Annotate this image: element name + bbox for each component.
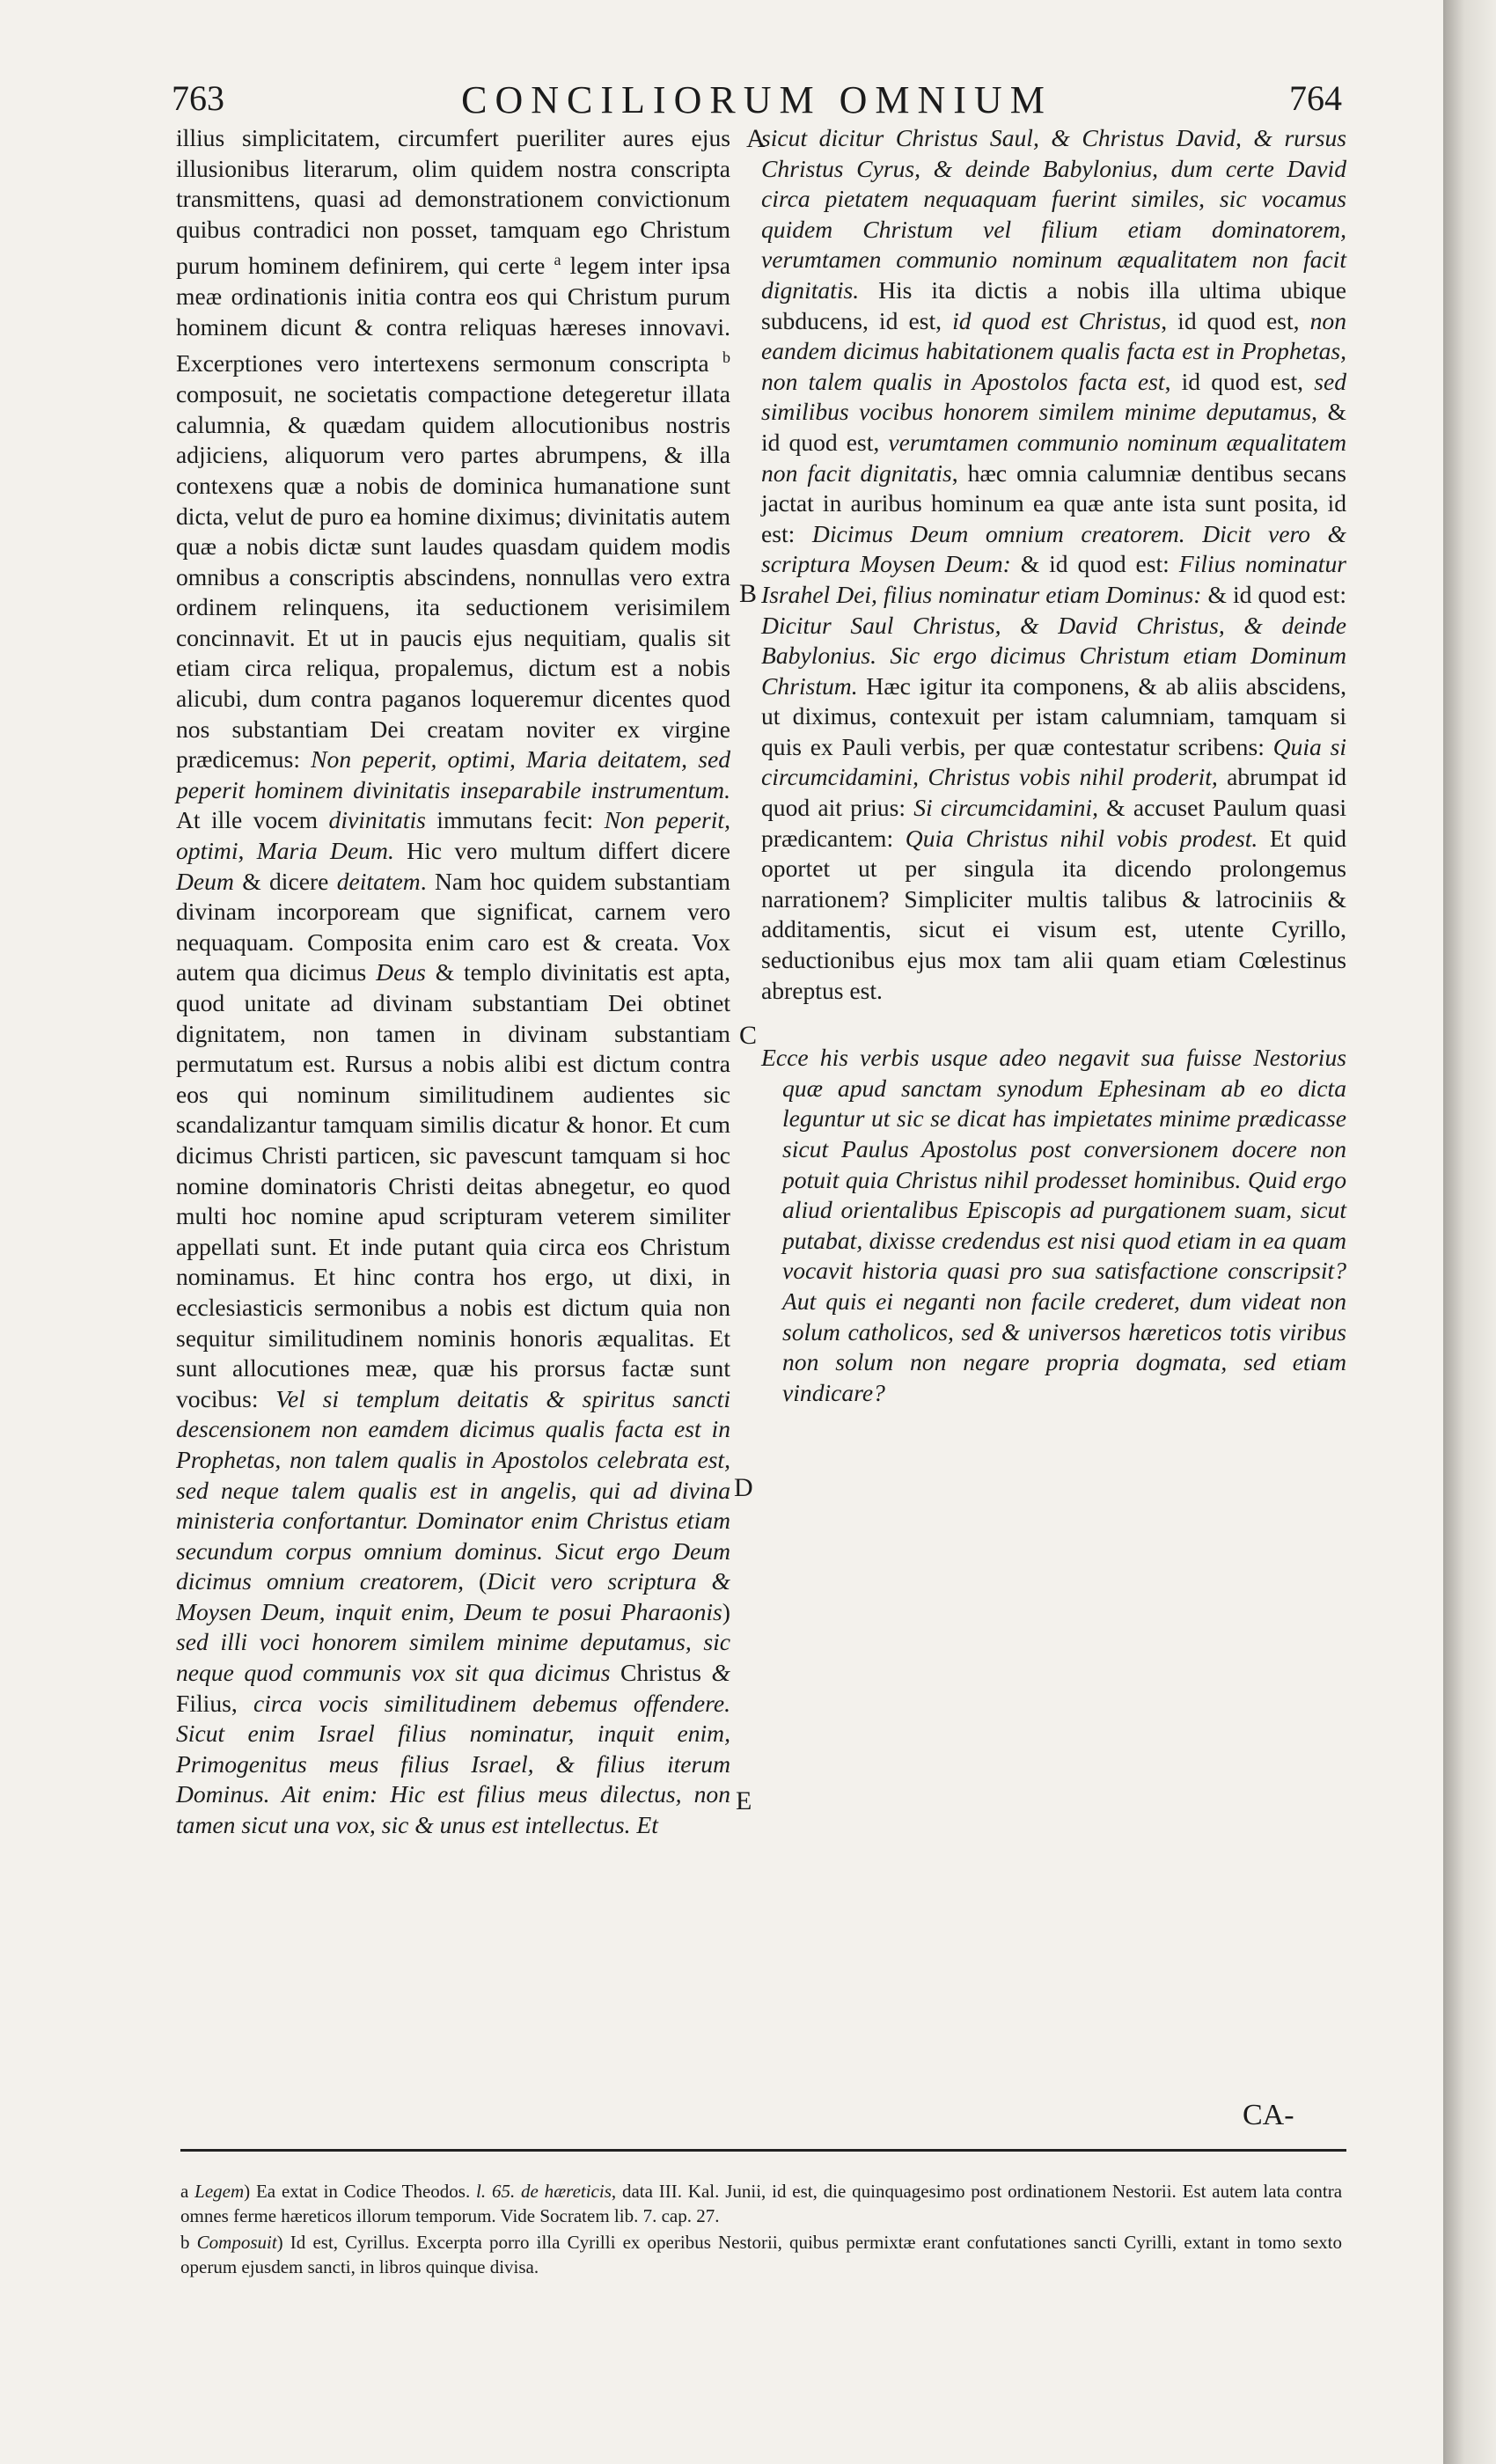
- margin-letter-d: D: [734, 1473, 753, 1502]
- footnote-b-label: Composuit: [196, 2232, 277, 2253]
- margin-letter-a: A: [746, 124, 766, 153]
- editor-commentary: Ecce his verbis usque adeo negavit sua fuisse Nestorius quæ apud sanctam synodum Ephesinam ab eo dicta leguntur ut sic se dicat has impietates minime prædicasse sicut Paulus Apostolus post conversionem docere non potuit quia Christus nihil prodesset hominibus. Quid ergo aliud orientalibus Episcopis ad purgationem suam, sicut putabat, dixisse credendus est nisi quod etiam in ea quam vocavit historia quasi pro sua satisfactione conscripsit? Aut quis ei neganti non facile crederet, dum videat non solum catholicos, sed & universos hæreticos totis viribus non solum non negare propria dogmata, sed etiam vindicare?: [761, 1044, 1346, 1406]
- left-column-text: illius simplicitatem, circumfert pueriliter aures ejus illusionibus literarum, olim quidem nostra conscripta transmittens, quasi ad demonstrationem convictionum quibus contradici non posset, tamquam ego Christum purum hominem definirem, qui certe $^a$ legem inter ipsa meæ ordinationis initia contra eos qui Christum purum hominem dicunt & contra reliquas hæreses innovavi. Excerptiones vero intertexens sermonum conscripta $^b$ composuit, ne societatis compactione detegeretur illata calumnia, & quædam quidem allocutionibus nostris adjiciens, aliquorum vero partes abrumpens, & illa contexens quæ a nobis de dominica humanatione sunt dicta, velut de puro ea homine diximus; divinitatis autem quæ a nobis dictæ sunt laudes quasdam quidem modis omnibus a conscriptis abscindens, nonnullas vero extra ordinem relinquens, ita seductionem verisimilem concinnavit. Et ut in paucis ejus nequitiam, qualis sit etiam circa reliqua, propalemus, dictum est a nobis alicubi, dum contra paganos loqueremur dicentes quod nos substantiam Dei creatam noviter ex virgine prædicemus: Non peperit, optimi, Maria deitatem, sed peperit hominem divinitatis inseparabile instrumentum. At ille vocem divinitatis immutans fecit: Non peperit, optimi, Maria Deum. Hic vero multum differt dicere Deum & dicere deitatem. Nam hoc quidem substantiam divinam incorpoream que significat, carnem vero nequaquam. Composita enim caro est & creata. Vox autem qua dicimus Deus & templo divinitatis est apta, quod unitate ad divinam substantiam Dei obtinet dignitatem, non tamen in divinam substantiam permutatum est. Rursus a nobis alibi est dictum contra eos qui nominum similitudinem audientes sic scandalizantur tamquam similis dicatur & honor. Et cum dicimus Christi particen, sic pavescunt tamquam si hoc nomine dominatoris Christi deitas abnegetur, eo quod multi hoc nomine apud scripturam veterem similiter appellati sunt. Et inde putant quia circa eos Christum nominamus. Et hinc contra hos ergo, ut dixi, in ecclesiasticis sermonibus a nobis est dictum quia non sequitur similitudinem nominis honoris æqualitas. Et sunt allocutiones meæ, quæ his prorsus factæ sunt vocibus: Vel si templum deitatis & spiritus sancti descensionem non eamdem dicimus qualis facta est in Prophetas, non talem qualis in Apostolos celebrata est, sed neque talem qualis est in angelis, qui ad divina ministeria confortantur. Dominator enim Christus etiam secundum corpus omnium dominus. Sicut ergo Deum dicimus omnium creatorem, (Dicit vero scriptura & Moysen Deum, inquit enim, Deum te posui Pharaonis) sed illi voci honorem similem minime deputamus, sic neque quod communis vox sit qua dicimus Christus & Filius, circa vocis similitudinem debemus offendere. Sicut enim Israel filius nominatur, inquit enim, Primogenitus meus filius Israel, & filius iterum Dominus. Ait enim: Hic est filius meus dilectus, non tamen sicut una vox, sic & unus est intellectus. Et: [176, 124, 731, 1839]
- margin-letter-c: C: [739, 1021, 758, 1050]
- page-number-right: 764: [1289, 78, 1342, 118]
- footnote-a: a Legem) Ea extat in Codice Theodos. l. 65. de hæreticis, data III. Kal. Junii, id est, die quinquagesimo post ordinationem Nestorii. Est autem lata contra omnes ferme hæreticos illorum temporum. Vide Socratem lib. 7. cap. 27.: [180, 2181, 1343, 2226]
- running-header: [172, 77, 1342, 130]
- right-column-text: sicut dicitur Christus Saul, & Christus David, & rursus Christus Cyrus, & deinde Babylonius, dum certe David circa pietatem nequaquam fuerint similes, sic vocamus quidem Christum vel filium etiam dominatorem, verumtamen communio nominum æqualitatem non facit dignitatis. His ita dictis a nobis illa ultima ubique subducens, id est, id quod est Christus, id quod est, non eandem dicimus habitationem qualis facta est in Prophetas, non talem qualis in Apostolos facta est, id quod est, sed similibus vocibus honorem similem minime deputamus, & id quod est, verumtamen communio nominum æqualitatem non facit dignitatis, hæc omnia calumniæ dentibus secans jactat in auribus hominum ea quæ ante ista sunt posita, id est: Dicimus Deum omnium creatorem. Dicit vero & scriptura Moysen Deum: & id quod est: Filius nominatur Israhel Dei, filius nominatur etiam Dominus: & id quod est: Dicitur Saul Christus, & David Christus, & deinde Babylonius. Sic ergo dicimus Christum etiam Dominum Christum. Hæc igitur ita componens, & ab aliis abscidens, ut diximus, contexuit per istam calumniam, tamquam si quis ex Pauli verbis, per quæ contestatur scribens: Quia si circumcidamini, Christus vobis nihil proderit, abrumpat id quod ait prius: Si circumcidamini, & accuset Paulum quasi prædicantem: Quia Christus nihil vobis prodest. Et quid oportet ut per singula ita dicendo prolongemus narrationem? Simpliciter multis talibus & latrociniis & additamentis, sicut ei visum est, utente Cyrillo, seductionibus ejus mox tam alii quam etiam Cœlestinus abreptus est.: [761, 124, 1346, 1004]
- footnote-rule: [180, 2149, 1346, 2152]
- footnote-ref-a: a: [554, 251, 561, 269]
- running-title: CONCILIORUM OMNIUM: [461, 78, 1052, 121]
- margin-letter-e: E: [736, 1786, 752, 1815]
- margin-letter-b: B: [739, 579, 758, 608]
- footnote-ref-b: b: [722, 348, 730, 367]
- page-number-left: 763: [172, 78, 224, 118]
- catchword: CA-: [1243, 2099, 1294, 2131]
- footnote-a-label: Legem: [194, 2181, 245, 2202]
- footnote-b: b Composuit) Id est, Cyrillus. Excerpta porro illa Cyrilli ex operibus Nestorii, quibus permixtæ erant confutationes sancti Cyrilli, extant in tomo sexto operum ejusdem sancti, in libros quinque divisa.: [180, 2232, 1343, 2277]
- right-column: [761, 123, 1346, 1408]
- page-edge-shadow: [1443, 0, 1496, 2464]
- left-column: [176, 123, 730, 1841]
- footnotes: [180, 2179, 1342, 2281]
